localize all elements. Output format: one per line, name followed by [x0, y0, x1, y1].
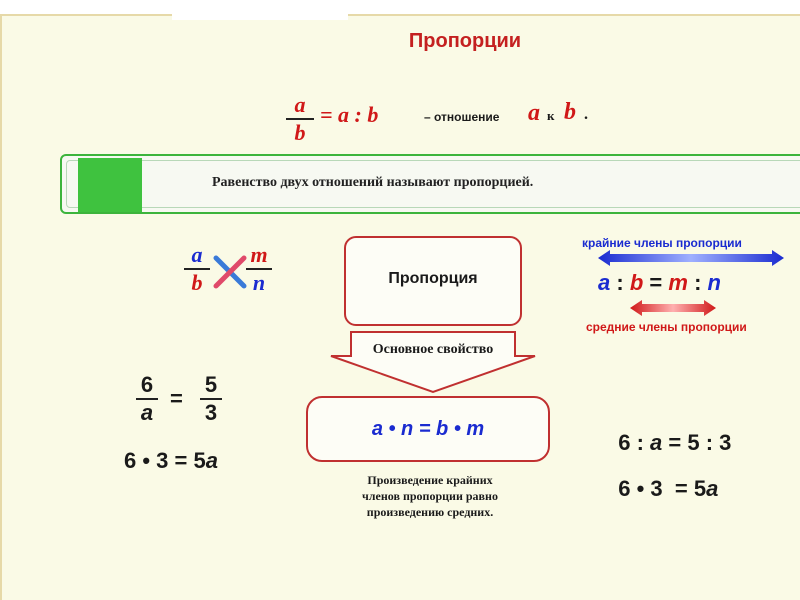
terms-m: m: [668, 270, 688, 295]
terms-colon-1: :: [616, 270, 624, 295]
caption-line-2: членов пропорции равно: [362, 489, 498, 503]
terms-proportion: [598, 270, 721, 296]
terms-n: n: [707, 270, 721, 295]
example-left-product: 6 • 3 = 5: [124, 448, 206, 473]
example-left-equals: =: [170, 386, 183, 411]
definition-numerator: a: [294, 92, 306, 117]
example-den-1: a: [140, 400, 154, 425]
property-label: Основное свойство: [372, 342, 494, 357]
mean-arrow-icon: [630, 300, 716, 316]
frame-gap: [172, 10, 348, 20]
extreme-arrow-icon: [598, 250, 784, 266]
example-left-fraction-2: [200, 374, 222, 424]
definition-fraction: [286, 94, 314, 144]
example-num-1: 6: [140, 372, 154, 397]
banner-green-block: [78, 158, 142, 212]
definition-denominator: b: [294, 120, 306, 145]
mean-terms-label: средние члены пропорции: [586, 320, 747, 334]
banner-text: Равенство двух отношений называют пропорцией.: [212, 175, 534, 190]
example-right-part-1: 6 :: [618, 430, 644, 455]
terms-colon-2: :: [694, 270, 702, 295]
property-caption: [300, 472, 560, 520]
definition-period: .: [584, 106, 588, 123]
example-right-var-1: a: [650, 430, 663, 455]
example-left-fraction-1: [136, 374, 158, 424]
terms-equals: =: [649, 270, 663, 295]
proportion-box-label: Пропорция: [388, 270, 478, 287]
cross-a: a: [191, 242, 203, 267]
definition-text: – отношение: [424, 110, 500, 124]
example-num-2: 5: [204, 372, 218, 397]
example-den-2: 3: [204, 400, 218, 425]
definition-var2: b: [564, 99, 576, 125]
cross-left-fraction: [184, 244, 210, 294]
property-formula: a • n = b • m: [371, 418, 485, 440]
cross-arrows-icon: [210, 252, 250, 292]
extreme-terms-label: крайние члены пропорции: [582, 236, 742, 250]
down-arrow-icon: [325, 328, 541, 396]
example-right-part-2: = 5 : 3: [668, 430, 732, 455]
cross-n: n: [252, 270, 266, 295]
terms-b: b: [629, 270, 644, 295]
example-left-line-2: [124, 448, 218, 474]
cross-b: b: [191, 270, 203, 295]
definition-equals: = a : b: [320, 102, 379, 127]
example-right-line-1: [606, 404, 731, 456]
example-left-var: a: [205, 448, 218, 473]
caption-line-3: произведению средних.: [366, 505, 494, 519]
example-right-line-2: [606, 450, 718, 502]
caption-line-1: Произведение крайних: [367, 473, 493, 487]
example-right-var-2: a: [706, 476, 719, 501]
definition-conj: к: [547, 108, 555, 123]
cross-m: m: [250, 242, 268, 267]
example-right-product: 6 • 3 = 5: [618, 476, 707, 501]
page-title: Пропорции: [408, 30, 522, 52]
definition-var1: a: [528, 100, 540, 126]
terms-a: a: [598, 270, 611, 295]
